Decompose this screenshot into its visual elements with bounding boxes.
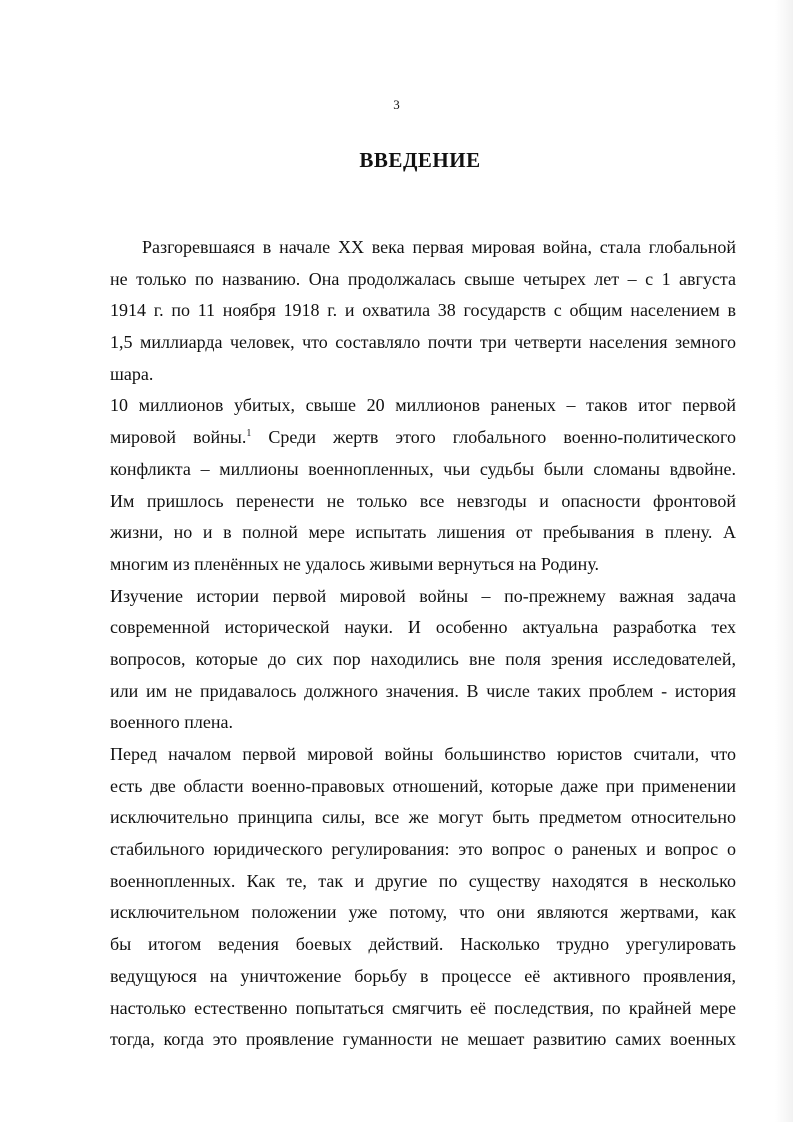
text-line: есть две области военно-правовых отношений, которые даже при применении <box>110 775 736 796</box>
page-title: ВВЕДЕНИЕ <box>359 148 481 172</box>
text-line: шара. <box>110 363 154 384</box>
text-line: Перед началом первой мировой войны большинство юристов считали, что <box>110 744 736 764</box>
text-line: современной исторической науки. И особенно актуальна разработка тех <box>110 617 736 638</box>
text-line: стабильного юридического регулирования: это вопрос о раненых и вопрос о <box>110 839 736 860</box>
text-segment: Среди жертв этого глобального военно-политического <box>268 427 736 448</box>
text-line: военнопленных. Как те, так и другие по существу находятся в несколько <box>110 870 736 891</box>
text-line: тогда, когда это проявление гуманности не мешает развитию самих военных <box>110 1029 736 1050</box>
footnote-reference[interactable]: 1 <box>246 428 252 440</box>
body-text <box>110 232 736 1056</box>
text-line: или им не придавалось должного значения. В числе таких проблем - история <box>110 680 736 701</box>
text-segment: мировой войны. <box>110 427 247 448</box>
text-line: жизни, но и в полной мере испытать лишения от пребывания в плену. А <box>110 522 736 543</box>
text-line: исключительном положении уже потому, что они являются жертвами, как <box>110 902 736 923</box>
text-line: военного плена. <box>110 712 234 733</box>
text-line: вопросов, которые до сих пор находились вне поля зрения исследователей, <box>110 648 736 669</box>
text-line: исключительно принципа силы, все же могут быть предметом относительно <box>110 807 736 828</box>
page-number: 3 <box>393 97 400 112</box>
text-line: 10 миллионов убитых, свыше 20 миллионов раненых – таков итог первой <box>110 395 736 416</box>
text-line: конфликта – миллионы военнопленных, чьи судьбы были сломаны вдвойне. <box>110 458 736 479</box>
text-line: Им пришлось перенести не только все невзгоды и опасности фронтовой <box>110 490 736 511</box>
text-line: Изучение истории первой мировой войны – по-прежнему важная задача <box>110 585 736 606</box>
text-line: 1,5 миллиарда человек, что составляло почти три четверти населения земного <box>110 332 736 353</box>
text-line-with-footnote <box>110 422 736 454</box>
text-line: многим из пленённых не удалось живыми вернуться на Родину. <box>110 553 600 574</box>
text-line: не только по названию. Она продолжалась свыше четырех лет – с 1 августа <box>110 268 736 289</box>
text-line: бы итогом ведения боевых действий. Насколько трудно урегулировать <box>110 934 736 955</box>
text-line: настолько естественно попытаться смягчить её последствия, по крайней мере <box>110 997 736 1018</box>
text-line: ведущуюся на уничтожение борьбу в процессе её активного проявления, <box>110 965 736 986</box>
text-line: Разгоревшаяся в начале XX века первая мировая война, стала глобальной <box>142 237 736 257</box>
text-line: 1914 г. по 11 ноября 1918 г. и охватила 38 государств с общим населением в <box>110 300 736 321</box>
